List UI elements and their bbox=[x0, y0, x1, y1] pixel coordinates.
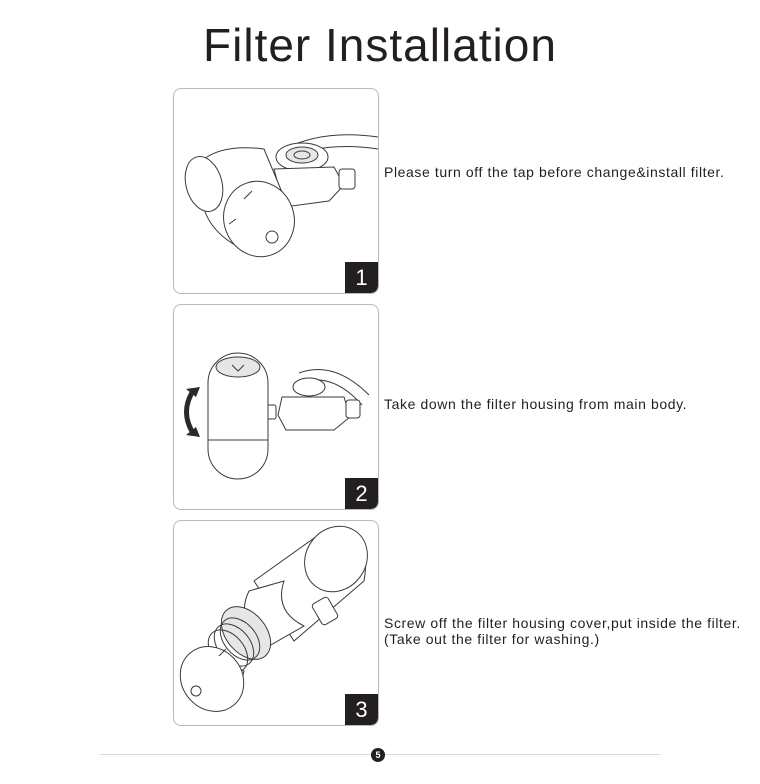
step-3-illustration bbox=[173, 520, 379, 726]
step-2-caption: Take down the filter housing from main body. bbox=[384, 396, 688, 412]
step-number-badge: 3 bbox=[345, 694, 378, 725]
step-number-badge: 2 bbox=[345, 478, 378, 509]
step-1-illustration bbox=[173, 88, 379, 294]
step-2-illustration bbox=[173, 304, 379, 510]
step-3-caption: Screw off the filter housing cover,put inside the filter. bbox=[384, 615, 741, 631]
page-title: Filter Installation bbox=[203, 19, 557, 71]
step-number-badge: 1 bbox=[345, 262, 378, 293]
page-number: 5 bbox=[371, 748, 385, 762]
step-1-caption: Please turn off the tap before change&install filter. bbox=[384, 164, 725, 180]
step-3-caption-note: (Take out the filter for washing.) bbox=[384, 631, 600, 647]
